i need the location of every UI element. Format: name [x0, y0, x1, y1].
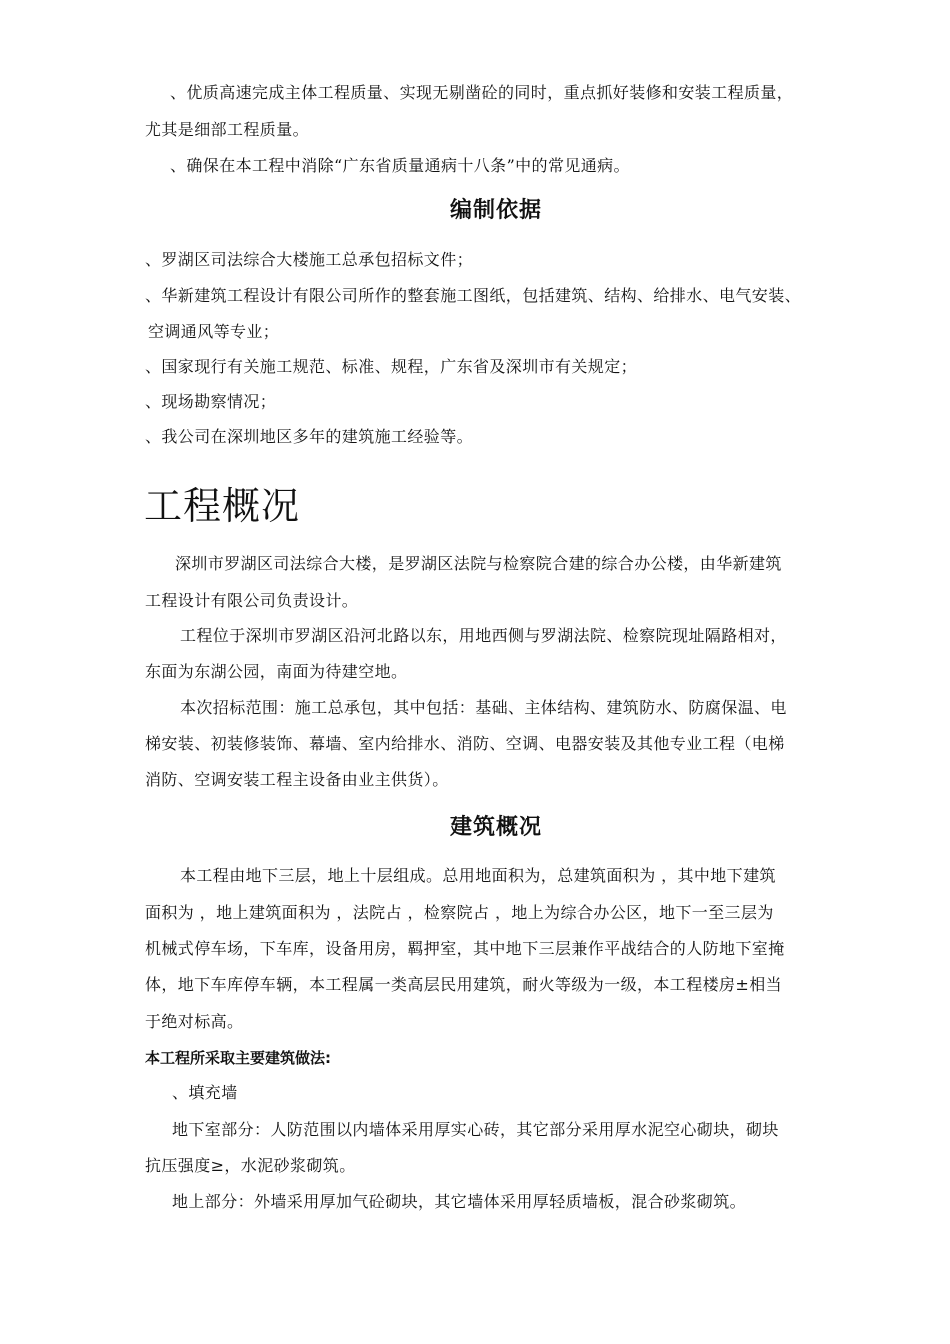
- building-p1-line-5: 于绝对标高。: [145, 1012, 244, 1031]
- overview-heading: 工程概况: [144, 484, 301, 528]
- basis-item-4: 、现场勘察情况；: [145, 392, 277, 411]
- basis-item-2-line-2: 空调通风等专业；: [148, 322, 280, 341]
- building-p1-line-1: 本工程由地下三层，地上十层组成。总用地面积为，总建筑面积为 ，其中地下建筑: [180, 866, 776, 885]
- basis-item-3: 、国家现行有关施工规范、标准、规程，广东省及深圳市有关规定；: [145, 357, 638, 376]
- basis-heading: 编制依据: [450, 198, 543, 223]
- building-p1-line-4: 体，地下车库停车辆，本工程属一类高层民用建筑，耐火等级为一级，本工程楼房±相当: [145, 975, 783, 994]
- quality-goal-1-line-2: 尤其是细部工程质量。: [145, 120, 310, 139]
- basis-item-5: 、我公司在深圳地区多年的建筑施工经验等。: [145, 427, 474, 446]
- overview-p3-line-2: 梯安装、初装修装饰、幕墙、室内给排水、消防、空调、电器安装及其他专业工程（电梯: [145, 734, 785, 753]
- building-p1-line-2: 面积为 ，地上建筑面积为 ，法院占 ，检察院占 ，地上为综合办公区，地下一至三层为: [145, 903, 774, 922]
- overview-p1-line-2: 工程设计有限公司负责设计。: [145, 591, 359, 610]
- above-ground-line: 地上部分：外墙采用厚加气砼砌块，其它墙体采用厚轻质墙板，混合砂浆砌筑。: [172, 1192, 747, 1211]
- quality-goal-1-line-1: 、优质高速完成主体工程质量、实现无剔凿砼的同时，重点抓好装修和安装工程质量，: [170, 83, 794, 102]
- basis-item-1: 、罗湖区司法综合大楼施工总承包招标文件；: [145, 250, 474, 269]
- building-p1-line-3: 机械式停车场，下车库，设备用房，羁押室，其中地下三层兼作平战结合的人防地下室掩: [145, 939, 785, 958]
- quality-goal-2: 、确保在本工程中消除“广东省质量通病十八条”中的常见通病。: [170, 156, 630, 175]
- basement-line-2: 抗压强度≥，水泥砂浆砌筑。: [145, 1156, 356, 1175]
- method-item-infill-wall: 、填充墙: [172, 1083, 238, 1102]
- basement-line-1: 地下室部分：人防范围以内墙体采用厚实心砖，其它部分采用厚水泥空心砌块，砌块: [172, 1120, 779, 1139]
- overview-p3-line-1: 本次招标范围：施工总承包，其中包括：基础、主体结构、建筑防水、防腐保温、电: [180, 698, 787, 717]
- methods-label: 本工程所采取主要建筑做法:: [145, 1049, 331, 1067]
- overview-p1-line-1: 深圳市罗湖区司法综合大楼，是罗湖区法院与检察院合建的综合办公楼，由华新建筑: [175, 554, 782, 573]
- overview-p2-line-2: 东面为东湖公园，南面为待建空地。: [145, 662, 408, 681]
- building-heading: 建筑概况: [450, 815, 543, 840]
- overview-p3-line-3: 消防、空调安装工程主设备由业主供货）。: [145, 770, 449, 789]
- overview-p2-line-1: 工程位于深圳市罗湖区沿河北路以东，用地西侧与罗湖法院、检察院现址隔路相对，: [180, 626, 787, 645]
- basis-item-2-line-1: 、华新建筑工程设计有限公司所作的整套施工图纸，包括建筑、结构、给排水、电气安装、: [145, 286, 802, 305]
